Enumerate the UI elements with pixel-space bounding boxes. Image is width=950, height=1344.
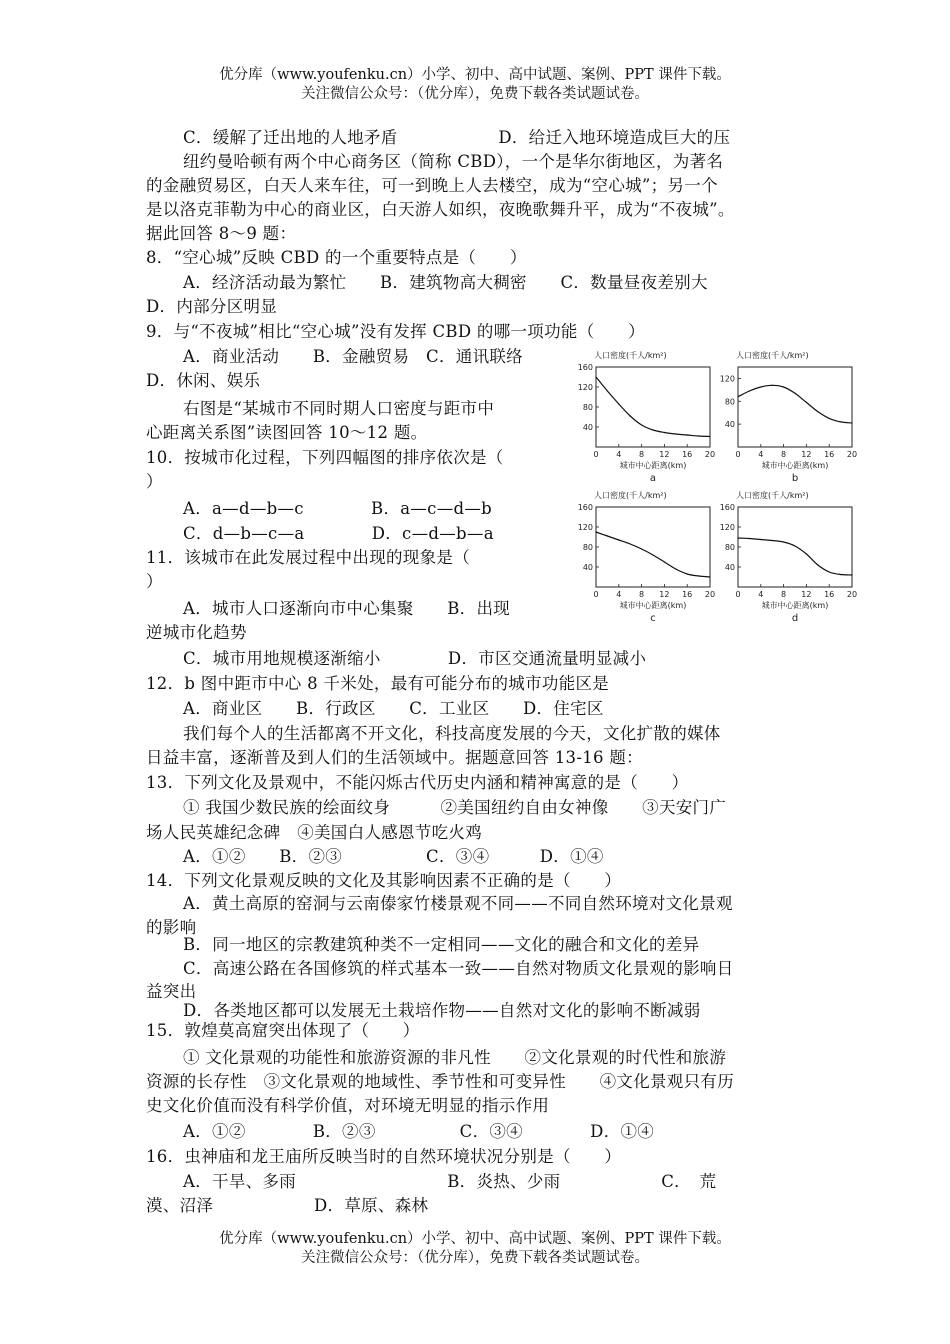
x-tick-label: 4 (758, 450, 764, 459)
x-tick-label: 16 (682, 590, 693, 599)
plot-frame (738, 507, 852, 587)
passage-cbd-2: 的金融贸易区，白天人来车往，可一到晚上人去楼空，成为“空心城”；另一个 (146, 176, 718, 195)
y-tick-label: 40 (724, 420, 735, 430)
data-point (829, 571, 830, 572)
data-point (851, 574, 852, 575)
q7-option-cd: C．缓解了迁出地的人地矛盾 D．给迁入地环境造成巨大的压 (183, 128, 731, 147)
q16-options-cont: 漠、沼泽 D．草原、森林 (146, 1196, 429, 1215)
data-point (806, 553, 807, 554)
data-point (618, 539, 619, 540)
data-point (618, 403, 619, 404)
q12-stem: 12．b 图中距市中心 8 千米处，最有可能分布的城市功能区是 (146, 674, 610, 693)
data-point (664, 432, 665, 433)
series-line (738, 385, 852, 423)
data-point (652, 554, 653, 555)
x-tick-label: 16 (682, 450, 693, 459)
page-footer (0, 1230, 950, 1268)
x-tick-label: 4 (758, 590, 764, 599)
q15-items-2: 资源的长存性 ③文化景观的地域性、季节性和可变异性 ④文化景观只有历 (146, 1072, 734, 1091)
chart-a (568, 350, 718, 488)
q9-options-abc: A．商业活动 B．金融贸易 C．通讯联络 (183, 347, 523, 366)
data-point (737, 396, 738, 397)
q14-option-c: C．高速公路在各国修筑的样式基本一致——自然对物质文化景观的影响日 (183, 959, 734, 978)
data-point (687, 434, 688, 435)
x-tick-label: 4 (616, 590, 622, 599)
q9-stem: 9．与“不夜城”相比“空心城”没有发挥 CBD 的哪一项功能（ ） (146, 322, 645, 341)
data-point (675, 433, 676, 434)
q8-option-d: D．内部分区明显 (146, 297, 278, 316)
chart-title: 人口密度(千人/km²) (736, 351, 809, 360)
x-tick-label: 20 (704, 590, 716, 599)
data-point (698, 435, 699, 436)
x-tick-label: 0 (593, 450, 599, 459)
y-tick-label: 120 (719, 523, 735, 532)
data-point (772, 540, 773, 541)
header-line-2: 关注微信公众号：（优分库），免费下载各类试题试卷。 (301, 86, 649, 102)
chart-title: 人口密度(千人/km²) (736, 491, 809, 500)
passage-culture-1: 我们每个人的生活都离不开文化，科技高度发展的今天，文化扩散的媒体 (183, 724, 721, 743)
q13-options: A．①② B．②③ C．③④ D．①④ (183, 847, 604, 866)
y-tick-label: 80 (724, 397, 735, 407)
header-line-1: 优分库（www.youfenku.cn）小学、初中、高中试题、案例、PPT 课件下载。 (219, 67, 731, 83)
y-tick-label: 120 (577, 523, 593, 532)
data-point (675, 568, 676, 569)
q8-stem: 8．“空心城”反映 CBD 的一个重要特点是（ ） (146, 248, 527, 267)
q11-stem: 11．该城市在此发展过程中出现的现象是（ (146, 548, 470, 567)
series-line (738, 538, 852, 575)
q11-stem-end: ） (146, 572, 163, 591)
data-point (783, 541, 784, 542)
data-point (749, 538, 750, 539)
data-point (641, 424, 642, 425)
data-point (817, 564, 818, 565)
y-tick-label: 80 (582, 403, 593, 412)
q15-options: A．①② B．②③ C．③④ D．①④ (183, 1122, 655, 1141)
chart-title: 人口密度(千人/km²) (594, 351, 667, 360)
x-tick-label: 0 (593, 590, 599, 599)
passage-cbd-1: 纽约曼哈顿有两个中心商务区（简称 CBD），一个是华尔街地区，为著名 (183, 152, 724, 171)
y-tick-label: 160 (719, 503, 735, 512)
passage-culture-2: 日益丰富，逐渐普及到人们的生活领域中。据题意回答 13-16 题： (146, 748, 643, 767)
data-point (607, 535, 608, 536)
q10-stem: 10．按城市化过程，下列四幅图的排序依次是（ (146, 448, 504, 467)
q16-options-abc: A．干旱、多雨 B．炎热、少雨 C． 荒 (183, 1172, 717, 1191)
data-point (630, 415, 631, 416)
q11-options-ab: A．城市人口逐渐向市中心集聚 B．出现 (183, 599, 511, 618)
chart-intro-1: 右图是“某城市不同时期人口密度与距市中 (183, 399, 495, 418)
x-tick-label: 4 (616, 450, 622, 459)
data-point (794, 393, 795, 394)
x-tick-label: 0 (735, 590, 741, 599)
data-point (698, 575, 699, 576)
data-point (760, 539, 761, 540)
q14-option-a: A．黄土高原的窑洞与云南傣家竹楼景观不同——不同自然环境对文化景观 (183, 894, 733, 913)
y-tick-label: 40 (582, 563, 593, 572)
data-point (641, 548, 642, 549)
q14-option-b: B．同一地区的宗教建筑种类不一定相同——文化的融合和文化的差异 (183, 935, 700, 954)
x-tick-label: 16 (824, 590, 835, 599)
data-point (595, 376, 596, 377)
passage-cbd-4: 据此回答 8～9 题： (146, 224, 297, 243)
x-axis-label: 城市中心距离(km) (619, 601, 687, 610)
page-header (0, 66, 950, 104)
y-tick-label: 80 (724, 543, 735, 552)
x-tick-label: 20 (704, 450, 716, 459)
data-point (595, 531, 596, 532)
data-point (772, 385, 773, 386)
x-tick-label: 20 (846, 590, 858, 599)
q10-options-cd: C．d—b—c—a D．c—d—b—a (183, 524, 494, 543)
q8-options-abc: A．经济活动最为繁忙 B．建筑物高大稠密 C．数量昼夜差别大 (183, 273, 708, 292)
chart-label: c (650, 613, 656, 624)
q14-option-a-cont: 的影响 (146, 918, 197, 937)
footer-line-2: 关注微信公众号：（优分库），免费下载各类试题试卷。 (301, 1250, 649, 1266)
data-point (687, 573, 688, 574)
data-point (760, 386, 761, 387)
q16-stem: 16．虫神庙和龙王庙所反映当时的自然环境状况分别是（ ） (146, 1147, 622, 1166)
data-point (817, 411, 818, 412)
x-tick-label: 0 (735, 450, 741, 459)
q14-option-d: D．各类地区都可以发展无土栽培作物——自然对文化的影响不断减弱 (183, 1001, 701, 1020)
q14-option-c-cont: 益突出 (146, 982, 197, 1001)
chart-label: b (791, 473, 799, 484)
q15-stem: 15．敦煌莫高窟突出体现了（ ） (146, 1021, 420, 1040)
data-point (737, 537, 738, 538)
q10-stem-end: ） (146, 472, 163, 491)
q11-option-b-cont: 逆城市化趋势 (146, 623, 247, 642)
chart-d (710, 490, 860, 628)
chart-b (710, 350, 860, 488)
q9-option-d: D．休闲、娱乐 (146, 371, 261, 390)
data-point (749, 390, 750, 391)
y-tick-label: 40 (724, 563, 735, 572)
x-tick-label: 12 (801, 590, 812, 599)
q13-items-1: ① 我国少数民族的绘面纹身 ②美国纽约自由女神像 ③天安门广 (183, 798, 727, 817)
y-tick-label: 40 (582, 423, 593, 432)
q13-stem: 13．下列文化及景观中，不能闪烁古代历史内涵和精神寓意的是（ ） (146, 773, 689, 792)
x-axis-label: 城市中心距离(km) (761, 601, 829, 610)
x-tick-label: 8 (639, 590, 645, 599)
data-point (664, 561, 665, 562)
q12-options: A．商业区 B．行政区 C．工业区 D．住宅区 (183, 699, 604, 718)
y-tick-label: 160 (577, 363, 593, 372)
data-point (840, 421, 841, 422)
x-axis-label: 城市中心距离(km) (619, 461, 687, 470)
chart-intro-2: 心距离关系图”读图回答 10～12 题。 (146, 423, 428, 442)
chart-title: 人口密度(千人/km²) (594, 491, 667, 500)
passage-cbd-3: 是以洛克菲勒为中心的商业区，白天游人如织，夜晚歌舞升平，成为“不夜城”。 (146, 200, 735, 219)
data-point (652, 429, 653, 430)
data-point (630, 543, 631, 544)
chart-label: d (791, 613, 799, 624)
x-axis-label: 城市中心距离(km) (761, 461, 829, 470)
data-point (806, 402, 807, 403)
data-point (851, 422, 852, 423)
y-tick-label: 120 (577, 383, 593, 392)
y-tick-label: 160 (577, 503, 593, 512)
footer-line-1: 优分库（www.youfenku.cn）小学、初中、高中试题、案例、PPT 课件下载。 (219, 1231, 731, 1247)
data-point (840, 574, 841, 575)
q14-stem: 14．下列文化景观反映的文化及其影响因素不正确的是（ ） (146, 871, 622, 890)
q11-options-cd: C．城市用地规模逐渐缩小 D．市区交通流量明显减小 (183, 649, 647, 668)
series-line (596, 377, 710, 437)
chart-c (568, 490, 718, 628)
x-tick-label: 12 (659, 450, 670, 459)
x-tick-label: 16 (824, 450, 835, 459)
q13-items-2: 场人民英雄纪念碑 ④美国白人感恩节吃火鸡 (146, 823, 482, 842)
q10-options-ab: A．a—d—b—c B．a—c—d—b (183, 499, 493, 518)
q15-items-1: ① 文化景观的功能性和旅游资源的非凡性 ②文化景观的时代性和旅游 (183, 1048, 727, 1067)
plot-frame (738, 367, 852, 447)
x-tick-label: 12 (659, 590, 670, 599)
data-point (829, 418, 830, 419)
q15-items-3: 史文化价值而没有科学价值，对环境无明显的指示作用 (146, 1096, 550, 1115)
data-point (607, 390, 608, 391)
data-point (783, 386, 784, 387)
data-point (794, 545, 795, 546)
x-tick-label: 12 (801, 450, 812, 459)
x-tick-label: 8 (781, 450, 787, 459)
x-tick-label: 8 (781, 590, 787, 599)
x-tick-label: 20 (846, 450, 858, 459)
y-tick-label: 80 (582, 543, 593, 552)
chart-label: a (649, 473, 657, 484)
y-tick-label: 120 (719, 374, 735, 384)
x-tick-label: 8 (639, 450, 645, 459)
